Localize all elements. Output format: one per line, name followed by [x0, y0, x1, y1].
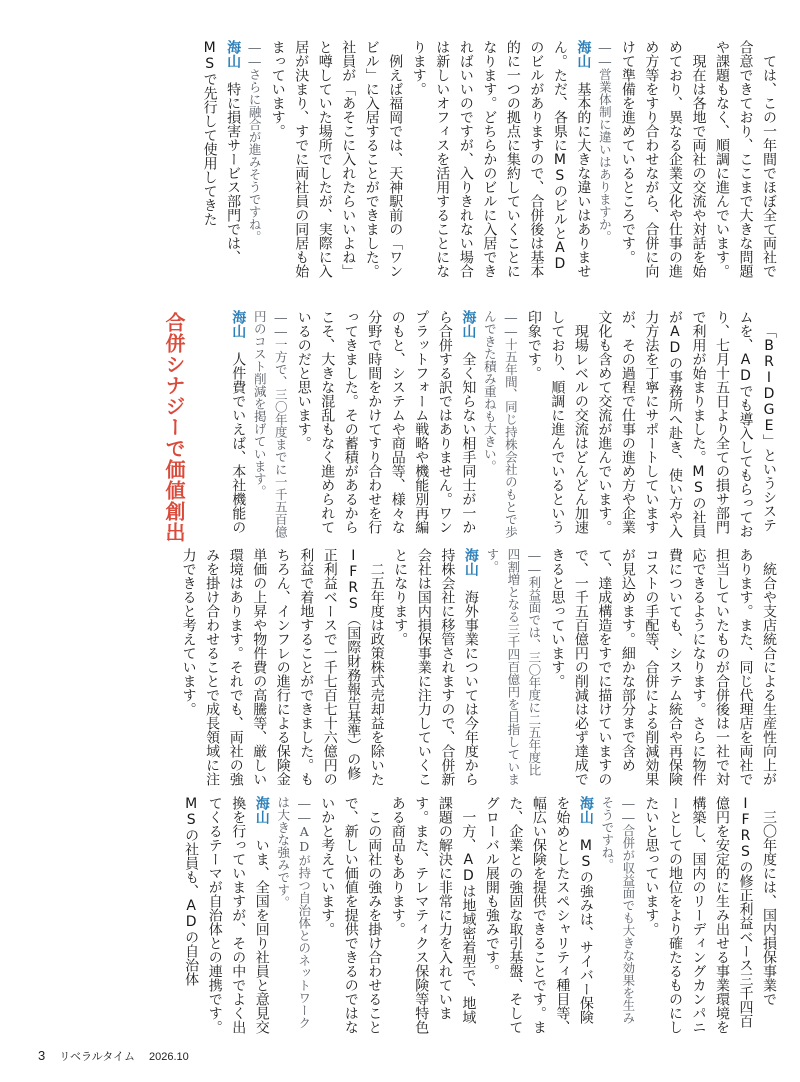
paragraph: この両社の強みを掛け合わせることで、新しい価値を提供できるのではないかと考えています。 [319, 796, 383, 1034]
page-footer [38, 1048, 189, 1064]
speaker-label: 海山 [460, 310, 477, 338]
answer: 海山 MSの強みは、サイバー保険を始めとしたスペシャリティ種目等、幅広い保険を提供できることです。また、企業との強固な取引基盤、そしてグローバル展開も強みです。 [483, 796, 594, 1034]
answer: 海山 基本的に大きな違いはありません。ただ、各県にMSのビルとADのビルがありますので、合併後は基本的に一つの拠点に集約していくことになります。どちらかのビルに入居できればいいのですが、入りきれない場合は新しいオフィスを活用することになります。 [410, 40, 592, 278]
answer: 海山 全く知らない相手同士が一から合併する訳ではありません。ワンプラットフォーム戦略や機能別再編のもと、システムや商品等、様々な分野で時間をかけてすり合わせを行ってきました。その蓄積があるからこそ、大きな混乱もなく進められているのだと思います。 [295, 310, 477, 534]
paragraph: 「BRIDGE」というシステムを、ADでも導入してもらっており、七月十五日より全ての損サ部門で利用が始まりました。MSの社員がADの事務所へ赴き、使い方や入力方法を丁寧にサポートしていますが、その過程で仕事の進め方や企業文化も含めて交流が進んでいます。 [596, 310, 777, 538]
column-tier3-right [388, 548, 780, 786]
text-tier-1 [60, 40, 780, 278]
speaker-label: 海山 [253, 796, 270, 824]
speaker-label: 海山 [230, 310, 247, 338]
page-number: 3 [38, 1048, 46, 1063]
issue-date: 2026.10 [149, 1051, 189, 1063]
interviewer-question: ――十五年間、同じ持株会社のもとで歩んできた積み重ねも大きい。 [482, 310, 519, 538]
column-tier4-left [179, 796, 315, 1034]
interviewer-question: ――さらに融合が進みそうですね。 [247, 40, 263, 243]
answer: 海山 特に損害サービス部門では、MSで先行して使用してきた [201, 40, 242, 264]
text-tier-4 [60, 796, 780, 1034]
paragraph: 統合や支店統合による生産性向上があります。また、同じ代理店を両社で担当していたものが合併後は一社で対応できるようになります。さらに物件費についても、システム統合や再保険コストの手配等、合併による削減効果が見込めます。細かな部分まで含めて、達成構造をすでに描けていますので、一千五百億円の削減は必ず達成できると思っています。 [549, 548, 777, 786]
section-heading: 合併シナジーで価値創出 [162, 312, 186, 543]
interviewer-question: ――利益面では、三〇年度に二五年度比四割増となる三千四百億円を目指しています。 [484, 548, 542, 786]
column-tier2-right [291, 310, 780, 538]
column-tier1-right [406, 40, 780, 278]
speaker-label: 海山 [462, 548, 479, 576]
interviewer-question: ――一方で、三〇年度までに一千五百億円のコスト削減を掲げています。 [252, 310, 289, 538]
paragraph: 一方、ADは地域密着型で、地域課題の解決に非常に力を入れています。また、テレマティクス保険等特色ある商品もあります。 [389, 796, 477, 1034]
answer: 海山 海外事業については今年度から持株会社に移管されますので、合併新会社は国内損保事業に注力していくことになります。 [392, 548, 479, 786]
paragraph: 現場レベルの交流はどんどん加速しており、順調に進んでいるという印象です。 [525, 310, 589, 534]
speaker-label: 海山 [575, 40, 592, 68]
paragraph: 現在は各地で両社の交流や対話を始めており、異なる企業文化や仕事の進め方等をすり合わせながら、合併に向けて準備を進めているところです。 [619, 40, 707, 278]
column-tier3-left [176, 548, 388, 786]
speaker-label: 海山 [577, 796, 594, 824]
interviewer-question: ――ADが持つ自治体とのネットワークは大きな強みです。 [275, 796, 312, 1029]
column-tier4-right [315, 796, 780, 1034]
paragraph: 三〇年度には、国内損保事業でIFRSの修正利益ベース三千四百億円を安定的に生み出せる事業環境を構築し、国内のリーディングカンパニーとしての地位をより確たるものにしたいと思っています。 [643, 796, 777, 1034]
paragraph: 二五年度は政策株式売却益を除いたIFRS（国際財務報告基準）の修正利益ベースで一千七百七十六億円の利益で着地することができました。もちろん、インフレの進行による保険金単価の上昇や物件費の高騰等、厳しい環境はあります。それでも、両社の強みを掛け合わせることで成長領域に注力できると考えています。 [180, 548, 385, 786]
answer: 海山 人件費でいえば、本社機能の [230, 310, 247, 534]
column-tier1-left [197, 40, 406, 278]
paragraph: ては、この一年間でほぼ全て両社で合意できており、ここまで大きな問題や課題もなく、順調に進んでいます。 [713, 40, 777, 278]
interviewer-question: ――合併が収益面でも大きな効果を生みそうですね。 [599, 796, 636, 1024]
answer: 海山 いま、全国を回り社員と意見交換を行っていますが、その中でよく出てくるテーマが自治体との連携です。MSの社員も、ADの自治体 [183, 796, 270, 1034]
text-tier-3 [60, 548, 780, 786]
paragraph: 例えば福岡では、天神駅前の「ワンビル」に入居することができました。社員が「あそこに入れたらいいよね」と噂していた場所でしたが、実際に入居が決まり、すでに両社員の同居も始まっています。 [269, 40, 404, 278]
interviewer-question: ――営業体制に違いはありますか。 [597, 40, 613, 243]
column-tier2-left [226, 310, 292, 538]
speaker-label: 海山 [225, 40, 242, 68]
magazine-name: リベラルタイム [59, 1051, 136, 1063]
